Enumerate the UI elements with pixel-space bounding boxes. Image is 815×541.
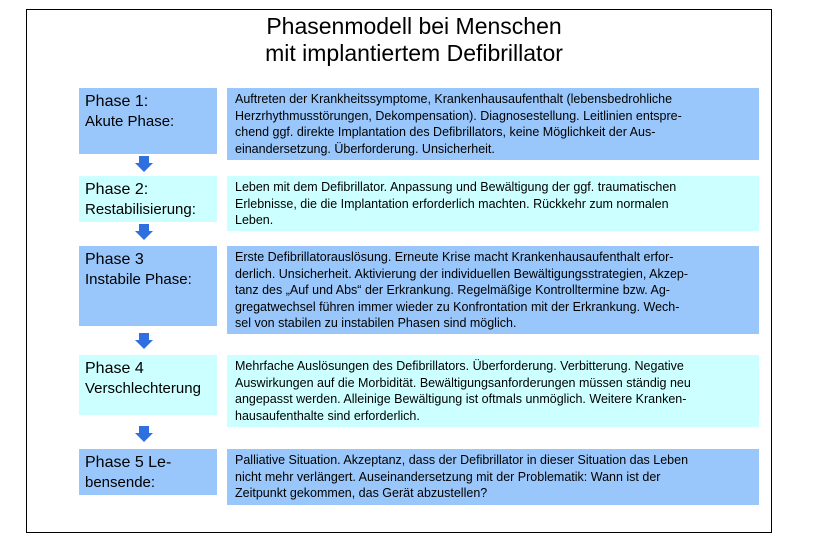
- down-arrow-icon: [135, 426, 153, 442]
- phase-5-description: Palliative Situation. Akzeptanz, dass der Defibrillator in dieser Situation das Leben nicht mehr verlängert. Auseinandersetzung mit der Problematik: Wann ist der Zeitpunkt gekommen, das Gerät abzustellen?: [227, 449, 759, 505]
- phase-4-box: [79, 355, 217, 415]
- phase-5-box: [79, 449, 217, 495]
- phase-3-name: Phase 3: [85, 251, 144, 268]
- phase-3-subtitle: Instabile Phase:: [85, 271, 192, 288]
- phase-1-description: Auftreten der Krankheitssymptome, Krankenhausaufenthalt (lebensbedrohliche Herzrhythmusstörungen, Dekompensation). Diagnosestellung. Leitlinien entspre- chend ggf. direkte Implantation des Defibrillators, keine Möglichkeit der Aus- einandersetzung. Überforderung. Unsicherheit.: [227, 88, 759, 160]
- phase-5-name: Phase 5 Le-: [85, 454, 172, 471]
- phase-1-subtitle: Akute Phase:: [85, 113, 175, 130]
- phase-1-box: [79, 88, 217, 154]
- diagram-title: [26, 13, 802, 67]
- phase-3-description: Erste Defibrillatorauslösung. Erneute Krise macht Krankenhausaufenthalt erfor- derlich. Unsicherheit. Aktivierung der individuellen Bewältigungsstrategien, Akzep- tanz des „Auf und Abs“ der Erkrankung. Regelmäßige Kontrolltermine bzw. Ag- gregatwechsel führen immer wieder zu Konfrontation mit der Erkrankung. Wech- sel von stabilen zu instabilen Phasen sind möglich.: [227, 246, 759, 334]
- phase-1-name: Phase 1:: [85, 93, 149, 110]
- phase-2-subtitle: Restabilisierung:: [85, 201, 196, 218]
- phase-4-name: Phase 4: [85, 360, 144, 377]
- phase-2-name: Phase 2:: [85, 181, 149, 198]
- phase-4-subtitle: Verschlechterung: [85, 380, 201, 397]
- phase-2-description: Leben mit dem Defibrillator. Anpassung und Bewältigung der ggf. traumatischen Erlebnisse, die die Implantation erforderlich machten. Rückkehr zum normalen Leben.: [227, 176, 759, 231]
- phase-2-box: [79, 176, 217, 222]
- down-arrow-icon: [135, 156, 153, 172]
- down-arrow-icon: [135, 333, 153, 349]
- title-line-2: mit implantiertem Defibrillator: [265, 40, 563, 66]
- phase-5-subtitle: bensende:: [85, 474, 156, 491]
- title-line-1: Phasenmodell bei Menschen: [266, 13, 562, 39]
- phase-4-description: Mehrfache Auslösungen des Defibrillators. Überforderung. Verbitterung. Negative Auswirkungen auf die Morbidität. Bewältigungsanforderungen müssen ständig neu angepasst werden. Alleinige Bewältigung ist oftmals unmöglich. Weitere Kranken- hausaufenthalte sind erforderlich.: [227, 355, 759, 427]
- down-arrow-icon: [135, 224, 153, 240]
- phase-3-box: [79, 246, 217, 326]
